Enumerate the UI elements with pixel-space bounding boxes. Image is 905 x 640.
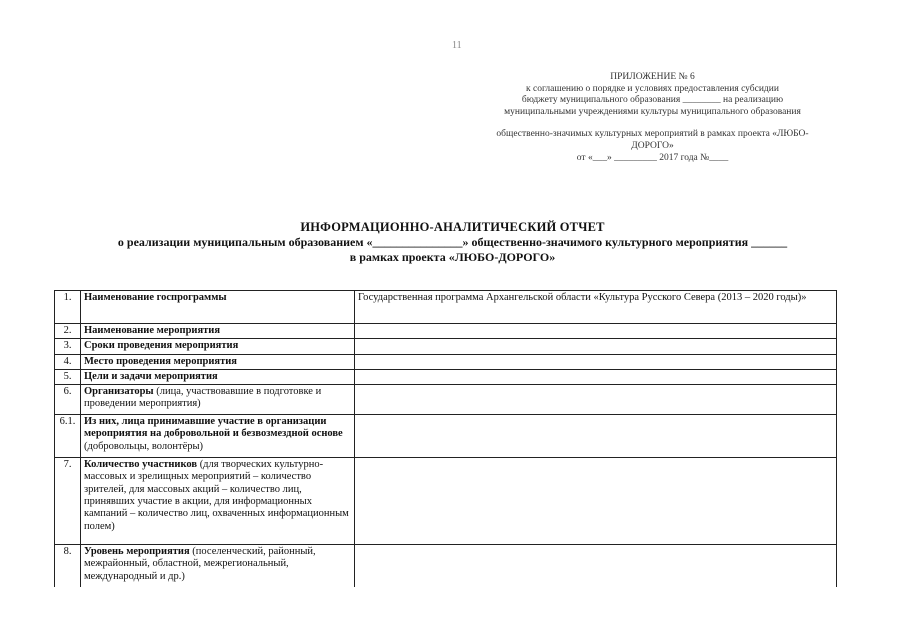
row-label — [81, 369, 355, 384]
row-label-bold: Уровень мероприятия — [84, 546, 190, 558]
row-label-bold: Наименование мероприятия — [84, 325, 221, 336]
table-row — [55, 369, 837, 384]
row-value — [355, 324, 837, 339]
row-number: 7. — [55, 458, 81, 545]
appendix-line: от «___» _________ 2017 года №____ — [576, 152, 729, 163]
appendix-line: бюджету муниципального образования ________ на реализацию — [521, 95, 784, 106]
row-number: 5. — [55, 369, 81, 384]
appendix-title: ПРИЛОЖЕНИЕ № 6 — [610, 72, 695, 82]
report-title — [0, 220, 905, 265]
table-row — [55, 339, 837, 354]
row-number: 3. — [55, 339, 81, 354]
row-value — [355, 458, 837, 545]
row-number: 2. — [55, 324, 81, 339]
row-label — [81, 458, 355, 545]
row-label — [81, 291, 355, 324]
table-row — [55, 354, 837, 369]
row-label-note: (добровольцы, волонтёры) — [84, 440, 204, 452]
appendix-line: ДОРОГО» — [631, 140, 674, 151]
row-label-bold: Цели и задачи мероприятия — [84, 370, 218, 382]
row-value — [355, 339, 837, 354]
row-number: 6.1. — [55, 415, 81, 458]
report-title-main: ИНФОРМАЦИОННО-АНАЛИТИЧЕСКИЙ ОТЧЕТ — [300, 220, 605, 234]
table-row — [55, 385, 837, 415]
report-title-project: в рамках проекта «ЛЮБО-ДОРОГО» — [349, 250, 556, 264]
row-label-note: (лица, участвовавшие в подготовке и проведении мероприятия) — [84, 386, 322, 410]
row-label-note: (поселенческий, районный, межрайонный, областной, межрегиональный, международный и др.) — [84, 546, 316, 582]
row-label-bold: Наименование госпрограммы — [84, 292, 227, 303]
appendix-line — [455, 118, 850, 129]
row-value — [355, 369, 837, 384]
row-label — [81, 545, 355, 587]
row-label — [81, 339, 355, 354]
row-label-bold: Организаторы — [84, 386, 154, 398]
appendix-line: общественно-значимых культурных мероприятий в рамках проекта «ЛЮБО- — [496, 129, 809, 140]
table-row — [55, 415, 837, 458]
row-label — [81, 385, 355, 415]
row-label-bold: Сроки проведения мероприятия — [84, 340, 239, 352]
row-label-bold: Из них, лица принимавшие участие в организации мероприятия на добровольной и безвозмездной основе — [84, 416, 343, 440]
report-title-subtitle: о реализации муниципальным образованием «_______________» общественно-значимого культурного мероприятия ______ — [117, 235, 788, 249]
row-label-bold: Количество участников — [84, 459, 198, 471]
row-value — [355, 545, 837, 587]
row-number: 1. — [55, 291, 81, 324]
appendix-header — [455, 72, 850, 164]
row-value — [355, 385, 837, 415]
row-label-bold: Место проведения мероприятия — [84, 355, 237, 367]
row-value — [355, 354, 837, 369]
row-label — [81, 354, 355, 369]
appendix-line: к соглашению о порядке и условиях предоставления субсидии — [526, 83, 779, 94]
row-label-note: (для творческих культурно-массовых и зрелищных мероприятий – количество зрителей, для массовых акций – количество лиц, принявших участие в акции, для информационных кампаний – количество лиц, охваченных информационным полем) — [84, 459, 349, 532]
row-label — [81, 415, 355, 458]
row-label — [81, 324, 355, 339]
row-number: 6. — [55, 385, 81, 415]
table-row — [55, 545, 837, 587]
row-number: 8. — [55, 545, 81, 587]
row-value — [355, 415, 837, 458]
appendix-line: муниципальными учреждениями культуры муниципального образования — [504, 106, 801, 117]
row-number: 4. — [55, 354, 81, 369]
table-row — [55, 458, 837, 545]
report-table — [54, 290, 837, 587]
row-value: Государственная программа Архангельской области «Культура Русского Севера (2013 – 2020 годы)» — [355, 291, 837, 324]
page-number: 11 — [452, 40, 462, 51]
table-row — [55, 324, 837, 339]
table-row — [55, 291, 837, 324]
